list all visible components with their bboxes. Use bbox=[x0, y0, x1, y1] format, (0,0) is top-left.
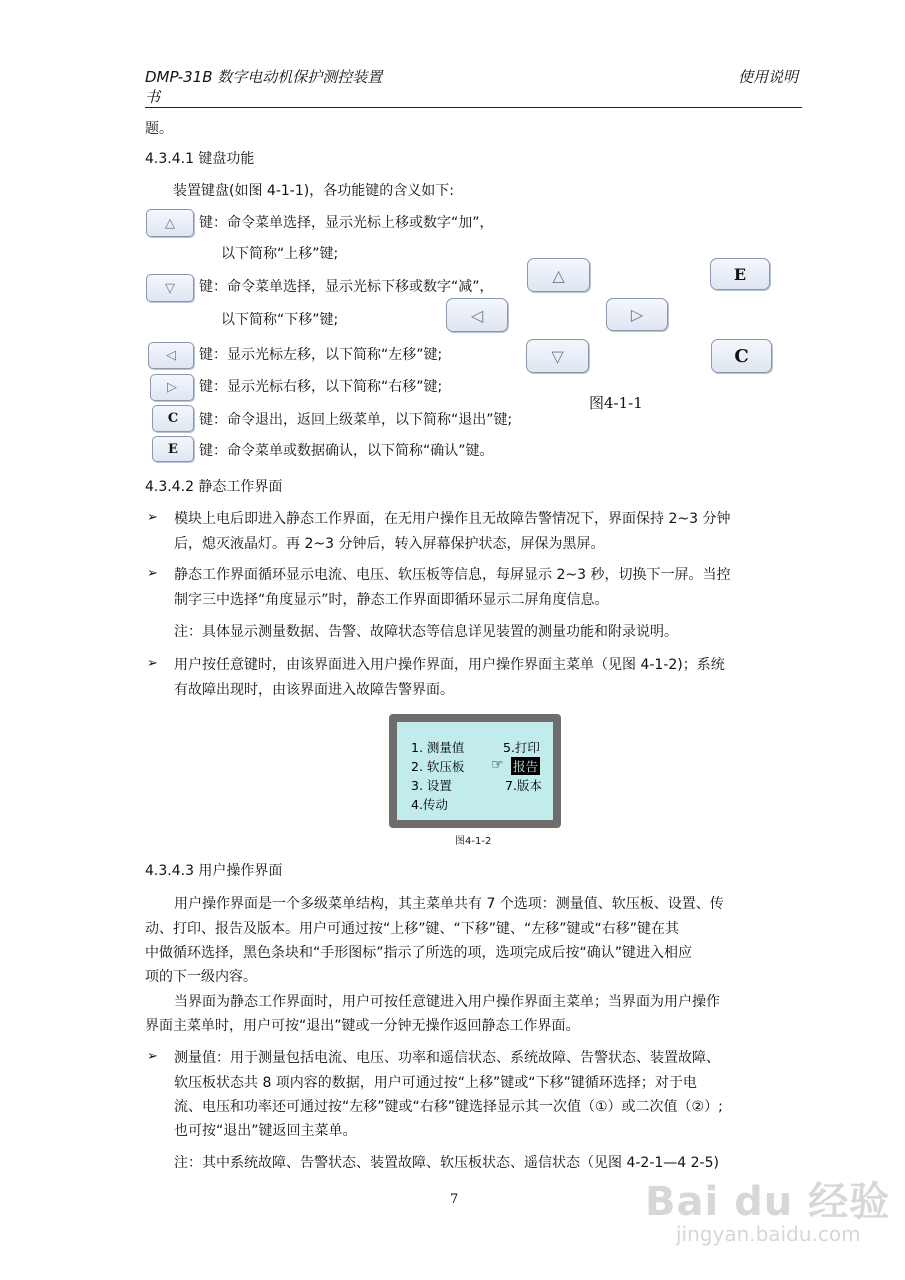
section-heading-user: 4.3.4.3 用户操作界面 bbox=[145, 863, 283, 879]
left-key bbox=[148, 342, 194, 369]
bullet-icon: ➢ bbox=[147, 510, 158, 525]
figure-caption-keypad: 图4-1-1 bbox=[589, 394, 643, 412]
lcd-menu-item-2: 2. 软压板 bbox=[411, 759, 465, 774]
static-bullet-1-line-1: 模块上电后即进入静态工作界面，在无用户操作且无故障告警情况下，界面保持 2~3 分钟 bbox=[174, 511, 731, 527]
bullet-icon: ➢ bbox=[147, 656, 158, 671]
measure-bullet-line-2: 软压板状态共 8 项内容的数据，用户可通过按“上移”键或“下移”键循环选择；对于电 bbox=[174, 1075, 697, 1091]
baidu-watermark-logo: Bai du 经验 bbox=[645, 1179, 891, 1225]
section-heading-keyboard: 4.3.4.1 键盘功能 bbox=[145, 151, 255, 167]
e-key-desc: 键：命令菜单或数据确认，以下简称“确认”键。 bbox=[199, 443, 494, 459]
fig-down-key bbox=[526, 339, 589, 373]
down-arrow-icon: ▽ bbox=[551, 346, 564, 366]
down-arrow-icon: ▽ bbox=[165, 280, 175, 296]
bullet-icon: ➢ bbox=[147, 1049, 158, 1064]
fig-c-key-label: C bbox=[734, 345, 749, 367]
fig-e-key-label: E bbox=[733, 264, 747, 284]
down-key-desc-2: 以下简称“下移”键; bbox=[221, 312, 339, 328]
user-para-1-line-2: 动、打印、报告及版本。用户可通过按“上移”键、“下移”键、“左移”键或“右移”键在其 bbox=[145, 921, 680, 937]
right-arrow-icon: ▷ bbox=[167, 380, 177, 395]
fig-e-key bbox=[710, 258, 770, 290]
up-key-desc-2: 以下简称“上移”键; bbox=[221, 246, 339, 262]
up-arrow-icon: △ bbox=[165, 215, 175, 231]
fig-up-key bbox=[527, 258, 590, 292]
c-key-desc: 键：命令退出，返回上级菜单，以下简称“退出”键; bbox=[199, 412, 513, 428]
measure-bullet-line-3: 流、电压和功率还可通过按“左移”键或“右移”键选择显示其一次值（①）或二次值（②）; bbox=[174, 1099, 723, 1115]
fig-right-key bbox=[606, 298, 668, 331]
hand-pointer-icon: ☞ bbox=[491, 757, 504, 773]
figure-caption-lcd: 图4-1-2 bbox=[455, 836, 492, 847]
fig-left-key bbox=[446, 298, 508, 332]
user-para-2-line-1: 当界面为静态工作界面时，用户可按任意键进入用户操作界面主菜单；当界面为用户操作 bbox=[174, 994, 720, 1010]
down-key-desc: 键：命令菜单选择，显示光标下移或数字“减”， bbox=[199, 279, 494, 295]
lcd-screen bbox=[397, 722, 553, 820]
static-bullet-3-line-2: 有故障出现时，由该界面进入故障告警界面。 bbox=[174, 682, 454, 698]
baidu-watermark-url: jingyan.baidu.com bbox=[676, 1222, 861, 1246]
header-right: 使用说明 bbox=[738, 68, 799, 86]
left-key-desc: 键：显示光标左移，以下简称“左移”键; bbox=[199, 347, 443, 363]
static-note: 注：具体显示测量数据、告警、故障状态等信息详见装置的测量功能和附录说明。 bbox=[174, 624, 678, 640]
bullet-icon: ➢ bbox=[147, 566, 158, 581]
e-key bbox=[152, 436, 194, 462]
keyboard-intro: 装置键盘(如图 4-1-1)，各功能键的含义如下: bbox=[173, 183, 454, 199]
lcd-menu-item-1: 1. 测量值 bbox=[411, 740, 465, 755]
c-key bbox=[152, 405, 194, 432]
static-bullet-2-line-1: 静态工作界面循环显示电流、电压、软压板等信息，每屏显示 2~3 秒，切换下一屏。当控 bbox=[174, 567, 731, 583]
c-key-label: C bbox=[167, 411, 179, 426]
user-para-1-line-4: 项的下一级内容。 bbox=[145, 969, 257, 985]
static-bullet-3-line-1: 用户按任意键时，由该界面进入用户操作界面，用户操作界面主菜单（见图 4-1-2)；系统 bbox=[174, 657, 725, 673]
up-arrow-icon: △ bbox=[552, 265, 565, 285]
left-arrow-icon: ◁ bbox=[470, 305, 484, 325]
static-bullet-1-line-2: 后，熄灭液晶灯。再 2~3 分钟后，转入屏幕保护状态，屏保为黑屏。 bbox=[174, 536, 605, 552]
measure-bullet-line-1: 测量值：用于测量包括电流、电压、功率和遥信状态、系统故障、告警状态、装置故障、 bbox=[174, 1050, 720, 1066]
right-key-desc: 键：显示光标右移，以下简称“右移”键; bbox=[199, 379, 443, 395]
user-para-1-line-3: 中做循环选择，黑色条块和“手形图标”指示了所选的项，选项完成后按“确认”键进入相应 bbox=[145, 945, 693, 961]
left-arrow-icon: ◁ bbox=[166, 348, 176, 363]
measure-bullet-line-4: 也可按“退出”键返回主菜单。 bbox=[174, 1123, 357, 1139]
measure-note: 注：其中系统故障、告警状态、装置故障、软压板状态、遥信状态（见图 4-2-1—4 2-5) bbox=[174, 1155, 719, 1171]
right-key bbox=[150, 374, 194, 401]
lcd-figure bbox=[389, 714, 561, 828]
section-heading-static: 4.3.4.2 静态工作界面 bbox=[145, 479, 283, 495]
fig-c-key bbox=[711, 339, 772, 373]
lcd-menu-item-7: 7.版本 bbox=[505, 778, 542, 793]
lcd-menu-item-5: 5.打印 bbox=[503, 740, 540, 755]
up-key bbox=[146, 209, 194, 237]
down-key bbox=[146, 274, 194, 302]
lcd-menu-item-3: 3. 设置 bbox=[411, 778, 452, 793]
header-title-wrap: 书 bbox=[145, 88, 161, 106]
lcd-menu-item-6-selected: 报告 bbox=[513, 759, 539, 774]
header-title: DMP-31B 数字电动机保护测控装置 bbox=[145, 68, 383, 86]
top-fragment: 题。 bbox=[145, 121, 173, 137]
static-bullet-2-line-2: 制字三中选择“角度显示”时，静态工作界面即循环显示二屏角度信息。 bbox=[174, 592, 609, 608]
e-key-label: E bbox=[168, 441, 178, 457]
right-arrow-icon: ▷ bbox=[630, 305, 644, 324]
lcd-menu-item-4: 4.传动 bbox=[411, 797, 448, 812]
header-rule bbox=[145, 107, 802, 108]
page-number: 7 bbox=[450, 1192, 459, 1207]
user-para-2-line-2: 界面主菜单时，用户可按“退出”键或一分钟无操作返回静态工作界面。 bbox=[145, 1018, 580, 1034]
up-key-desc: 键：命令菜单选择，显示光标上移或数字“加”， bbox=[199, 215, 494, 231]
user-para-1-line-1: 用户操作界面是一个多级菜单结构，其主菜单共有 7 个选项：测量值、软压板、设置、传 bbox=[174, 896, 724, 912]
